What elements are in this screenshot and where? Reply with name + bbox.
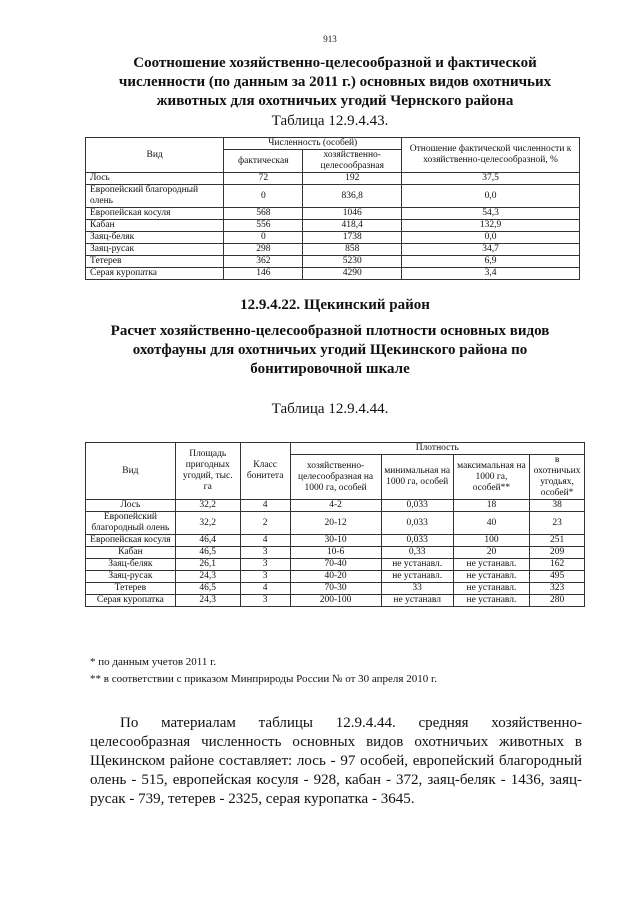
table-cell: Кабан xyxy=(86,547,176,559)
header-area: Площадь пригодных угодий, тыс. га xyxy=(175,443,240,500)
table-cell: Европейский благородный олень xyxy=(86,512,176,535)
table-cell: 1046 xyxy=(303,208,402,220)
table-cell: не устанавл. xyxy=(453,559,529,571)
table-cell: 3,4 xyxy=(402,268,580,280)
table-cell: 72 xyxy=(224,173,303,185)
table2-title: Расчет хозяйственно-целесообразной плотности основных видов охотфауны для охотничьих угодий Щекинского района по бонитировочной шкале xyxy=(110,323,550,377)
table-cell: 40-20 xyxy=(290,571,381,583)
table-cell: 38 xyxy=(530,500,585,512)
table-cell: 0 xyxy=(224,232,303,244)
table-cell: 18 xyxy=(453,500,529,512)
table-cell: 568 xyxy=(224,208,303,220)
table-cell: 192 xyxy=(303,173,402,185)
table-cell: 46,5 xyxy=(175,547,240,559)
table-cell: 858 xyxy=(303,244,402,256)
table-cell: 2 xyxy=(240,512,290,535)
header-in-grounds: в охотничьих угодьях, особей* xyxy=(530,455,585,500)
table-cell: 162 xyxy=(530,559,585,571)
header-species: Вид xyxy=(86,443,176,500)
table-shchekinsky xyxy=(85,442,585,607)
page-number: 913 xyxy=(323,34,337,44)
header-max: максимальная на 1000 га, особей** xyxy=(453,455,529,500)
table-cell: 54,3 xyxy=(402,208,580,220)
table-row xyxy=(86,559,585,571)
table-cell: не устанавл. xyxy=(453,583,529,595)
table-row xyxy=(86,512,585,535)
table-cell: 0,0 xyxy=(402,185,580,208)
table-cell: Лось xyxy=(86,500,176,512)
table-cell: 298 xyxy=(224,244,303,256)
table-cell: 46,5 xyxy=(175,583,240,595)
table-cell: не устанавл. xyxy=(381,559,453,571)
table-cell: 20-12 xyxy=(290,512,381,535)
table-cell: 0,33 xyxy=(381,547,453,559)
table-cell: 836,8 xyxy=(303,185,402,208)
table-cell: 100 xyxy=(453,535,529,547)
footnote-2: ** в соответствии с приказом Минприроды России № от 30 апреля 2010 г. xyxy=(90,673,437,685)
table-cell: 4-2 xyxy=(290,500,381,512)
table-cell: 209 xyxy=(530,547,585,559)
table-cell: 30-10 xyxy=(290,535,381,547)
table-cell: Серая куропатка xyxy=(86,268,224,280)
table-cell: 23 xyxy=(530,512,585,535)
table-cell: 146 xyxy=(224,268,303,280)
table-cell: Лось xyxy=(86,173,224,185)
table-cell: 20 xyxy=(453,547,529,559)
table-cell: 495 xyxy=(530,571,585,583)
table-cell: не устанавл. xyxy=(453,571,529,583)
header-ratio: Отношение фактической численности к хозяйственно-целесообразной, % xyxy=(402,138,580,173)
table-cell: 4 xyxy=(240,500,290,512)
table-cell: 3 xyxy=(240,547,290,559)
footnote-1: * по данным учетов 2011 г. xyxy=(90,656,217,668)
header-target: хозяйственно-целесообразная на 1000 га, особей xyxy=(290,455,381,500)
table-row xyxy=(86,547,585,559)
table-cell: 0,033 xyxy=(381,512,453,535)
table-cell: не устанавл. xyxy=(381,571,453,583)
header-density: Плотность xyxy=(290,443,584,455)
table1-caption: Таблица 12.9.4.43. xyxy=(271,113,389,129)
table-row xyxy=(86,268,580,280)
table-cell: 32,2 xyxy=(175,512,240,535)
table-row xyxy=(86,208,580,220)
table-cell: Тетерев xyxy=(86,256,224,268)
table-cell: 46,4 xyxy=(175,535,240,547)
table-cell: 70-30 xyxy=(290,583,381,595)
table-row xyxy=(86,500,585,512)
table-cell: 4 xyxy=(240,535,290,547)
table-cell: 251 xyxy=(530,535,585,547)
table-cell: 5230 xyxy=(303,256,402,268)
table-row xyxy=(86,173,580,185)
table-cell: 3 xyxy=(240,571,290,583)
table-cell: Европейский благородный олень xyxy=(86,185,224,208)
header-count: Численность (особей) xyxy=(224,138,402,150)
table-cell: 70-40 xyxy=(290,559,381,571)
table-cell: 4290 xyxy=(303,268,402,280)
table-cell: 10-6 xyxy=(290,547,381,559)
table-cell: 556 xyxy=(224,220,303,232)
table-cell: 33 xyxy=(381,583,453,595)
table-cell: Европейская косуля xyxy=(86,535,176,547)
summary-paragraph: По материалам таблицы 12.9.4.44. средняя хозяйственно-целесообразная численность основных видов охотничьих животных в Щекинском районе составляет: лось - 97 особей, европейский благородный олень - 515, европейская косуля - 928, кабан - 372, заяц-беляк - 1436, заяц-русак - 739, тетерев - 2325, серая куропатка - 3645. xyxy=(90,715,582,807)
table-row xyxy=(86,595,585,607)
table-chernsky xyxy=(85,137,580,280)
table-cell: Кабан xyxy=(86,220,224,232)
table-cell: 24,3 xyxy=(175,571,240,583)
table-cell: 3 xyxy=(240,595,290,607)
table-cell: не устанавл xyxy=(381,595,453,607)
table-cell: Европейская косуля xyxy=(86,208,224,220)
table-row xyxy=(86,232,580,244)
table-row xyxy=(86,185,580,208)
table-cell: Серая куропатка xyxy=(86,595,176,607)
table-cell: 32,2 xyxy=(175,500,240,512)
table-cell: 132,9 xyxy=(402,220,580,232)
table-cell: 0 xyxy=(224,185,303,208)
table-cell: 34,7 xyxy=(402,244,580,256)
table-cell: 4 xyxy=(240,583,290,595)
table-row xyxy=(86,256,580,268)
table-cell: 0,033 xyxy=(381,535,453,547)
table-cell: 200-100 xyxy=(290,595,381,607)
table-row xyxy=(86,571,585,583)
table-cell: 362 xyxy=(224,256,303,268)
table-cell: Заяц-русак xyxy=(86,571,176,583)
table-cell: 37,5 xyxy=(402,173,580,185)
table-row xyxy=(86,583,585,595)
table-cell: 0,033 xyxy=(381,500,453,512)
table-cell: Заяц-беляк xyxy=(86,559,176,571)
table1-title: Соотношение хозяйственно-целесообразной и фактической численности (по данным за 2011 г.) основных видов охотничьих животных для охотничьих угодий Чернского района xyxy=(118,55,552,109)
header-min: минимальная на 1000 га, особей xyxy=(381,455,453,500)
table-cell: 3 xyxy=(240,559,290,571)
table-cell: Заяц-русак xyxy=(86,244,224,256)
table-cell: 323 xyxy=(530,583,585,595)
table-cell: 6,9 xyxy=(402,256,580,268)
table-cell: не устанавл. xyxy=(453,595,529,607)
table-cell: Заяц-беляк xyxy=(86,232,224,244)
table-cell: 418,4 xyxy=(303,220,402,232)
table-cell: 0,0 xyxy=(402,232,580,244)
table-cell: Тетерев xyxy=(86,583,176,595)
header-actual: фактическая xyxy=(224,150,303,173)
header-target: хозяйственно-целесообразная xyxy=(303,150,402,173)
table-row xyxy=(86,244,580,256)
header-species: Вид xyxy=(86,138,224,173)
section-heading: 12.9.4.22. Щекинский район xyxy=(240,297,430,313)
header-class: Класс бонитета xyxy=(240,443,290,500)
table-cell: 26,1 xyxy=(175,559,240,571)
table-cell: 280 xyxy=(530,595,585,607)
table-row xyxy=(86,220,580,232)
table2-caption: Таблица 12.9.4.44. xyxy=(271,401,389,417)
table-cell: 1738 xyxy=(303,232,402,244)
table-cell: 40 xyxy=(453,512,529,535)
table-cell: 24,3 xyxy=(175,595,240,607)
table-row xyxy=(86,535,585,547)
